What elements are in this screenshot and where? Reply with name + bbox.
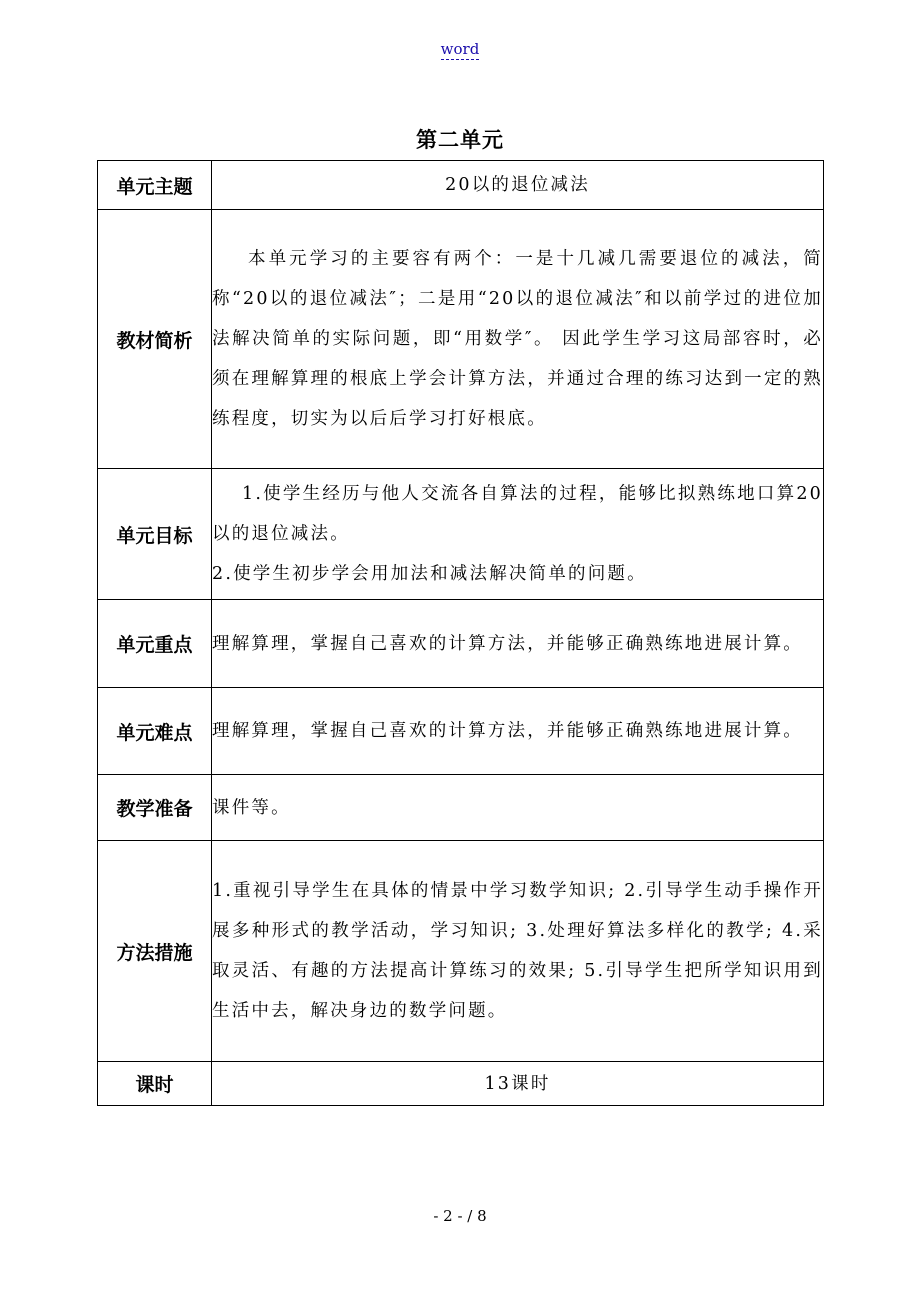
table-row-difficulties bbox=[98, 688, 824, 775]
table-row-theme bbox=[98, 161, 824, 210]
goal-item-1: 1.使学生经历与他人交流各自算法的过程，能够比拟熟练地口算20以的退位减法。 bbox=[212, 484, 823, 544]
row-label-preparation: 教学准备 bbox=[98, 775, 212, 841]
table-row-analysis bbox=[98, 210, 824, 469]
row-label-theme: 单元主题 bbox=[98, 161, 212, 210]
goal-item-2: 2.使学生初步学会用加法和减法解决简单的问题。 bbox=[212, 564, 647, 584]
row-value-analysis bbox=[212, 210, 824, 469]
page-number: - 2 - / 8 bbox=[433, 1207, 487, 1225]
table-row-hours bbox=[98, 1062, 824, 1106]
row-value-key-points: 理解算理，掌握自己喜欢的计算方法，并能够正确熟练地进展计算。 bbox=[212, 600, 824, 688]
table-row-goals bbox=[98, 469, 824, 600]
analysis-text: 本单元学习的主要容有两个：一是十几减几需要退位的减法，简称“20以的退位减法″；二是用“20以的退位减法″和以前学过的进位加法解决简单的实际问题，即“用数学″。 因此学生学习这局部容时，必须在理解算理的根底上学会计算方法，并通过合理的练习达到一定的熟练程度，切实为以后后学习打好根底。 bbox=[212, 249, 823, 429]
row-label-difficulties: 单元难点 bbox=[98, 688, 212, 775]
row-value-hours: 13课时 bbox=[212, 1062, 824, 1106]
header-word-link-text[interactable]: word bbox=[440, 40, 480, 58]
table-row-preparation bbox=[98, 775, 824, 841]
row-value-theme: 20以的退位减法 bbox=[212, 161, 824, 210]
row-label-analysis: 教材简析 bbox=[98, 210, 212, 469]
row-label-key-points: 单元重点 bbox=[98, 600, 212, 688]
page-title: 第二单元 bbox=[416, 128, 504, 152]
table-row-key-points bbox=[98, 600, 824, 688]
row-value-methods: 1.重视引导学生在具体的情景中学习数学知识; 2.引导学生动手操作开展多种形式的教学活动，学习知识; 3.处理好算法多样化的教学; 4.采取灵活、有趣的方法提高计算练习的效果; 5.引导学生把所学知识用到生活中去，解决身边的数学问题。 bbox=[212, 841, 824, 1062]
unit-plan-table bbox=[97, 160, 824, 1106]
row-label-hours: 课时 bbox=[98, 1062, 212, 1106]
header-word-link[interactable] bbox=[0, 40, 920, 58]
table-row-methods bbox=[98, 841, 824, 1062]
row-value-goals bbox=[212, 469, 824, 600]
row-value-preparation: 课件等。 bbox=[212, 775, 824, 841]
row-label-methods: 方法措施 bbox=[98, 841, 212, 1062]
row-label-goals: 单元目标 bbox=[98, 469, 212, 600]
row-value-difficulties: 理解算理，掌握自己喜欢的计算方法，并能够正确熟练地进展计算。 bbox=[212, 688, 824, 775]
